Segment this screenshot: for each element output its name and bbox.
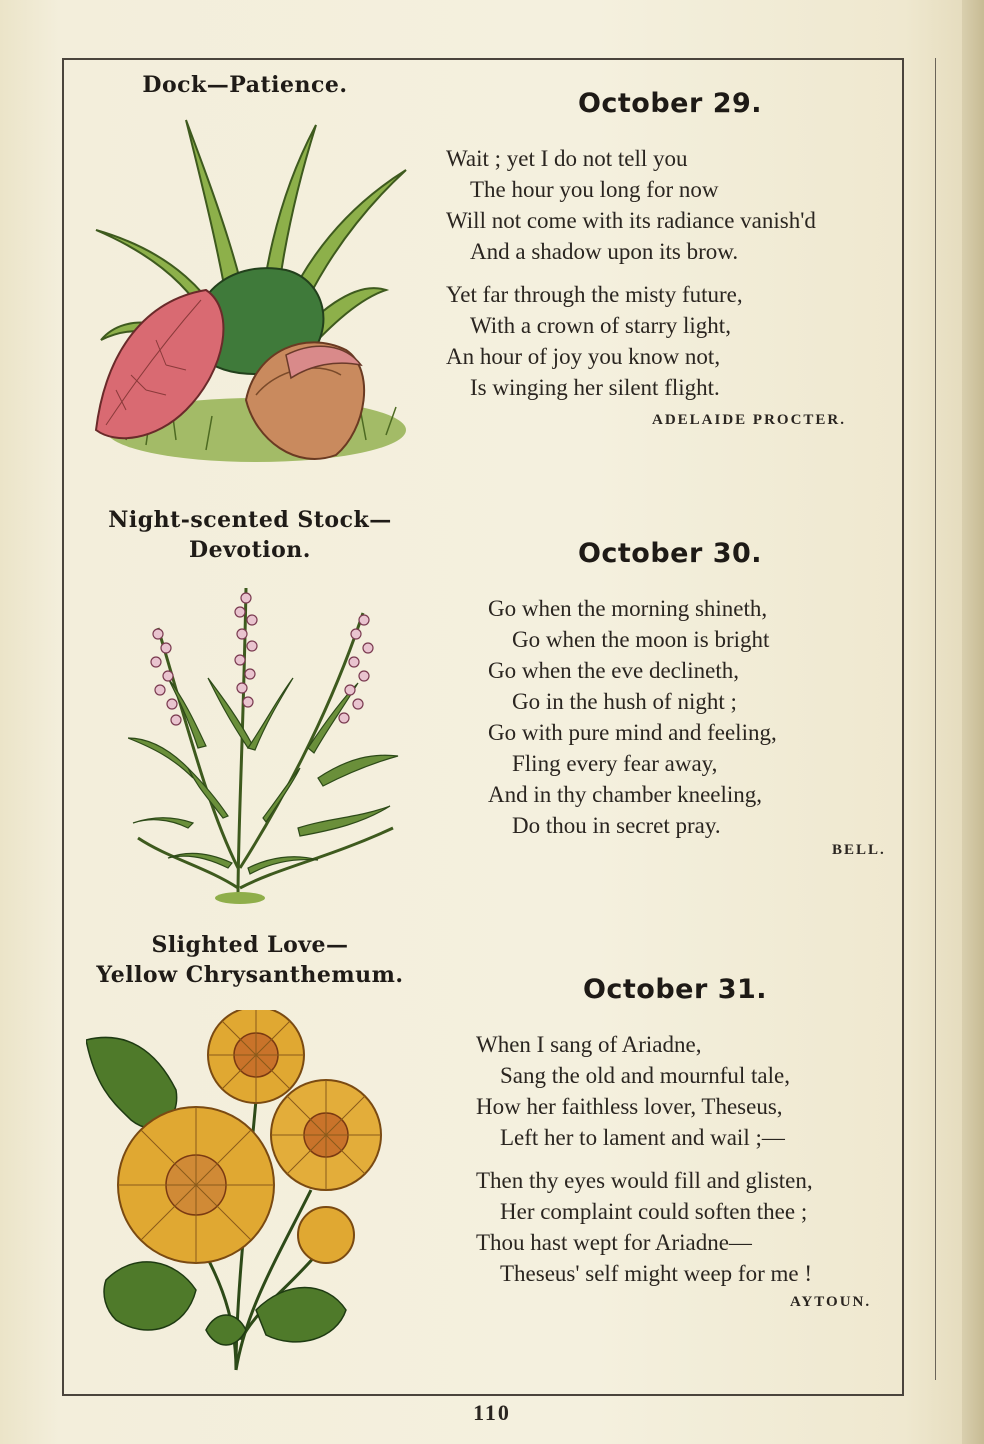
date-heading: October 31. xyxy=(582,974,768,1005)
date-heading: October 29. xyxy=(577,88,763,119)
poem-line: Thou hast wept for Ariadne— xyxy=(476,1230,752,1255)
page-number: 110 xyxy=(473,1400,511,1425)
stock-plant-illustration xyxy=(128,568,408,908)
poem-line: Then thy eyes would fill and glisten, xyxy=(476,1168,813,1193)
poem-line: Go in the hush of night ; xyxy=(512,689,737,714)
caption-line: Night-scented Stock— xyxy=(108,507,392,533)
poem-october-31 xyxy=(476,1029,813,1289)
poem-line: Yet far through the misty future, xyxy=(446,282,743,307)
caption-night-scented-stock xyxy=(80,505,420,565)
poem-line: Is winging her silent flight. xyxy=(470,375,720,400)
poem-line: When I sang of Ariadne, xyxy=(476,1032,702,1057)
poem-line: Fling every fear away, xyxy=(512,751,718,776)
poem-line: Will not come with its radiance vanish'd xyxy=(446,208,816,233)
dock-plant-illustration xyxy=(86,110,416,470)
stanza-break xyxy=(446,267,816,279)
caption-yellow-chrysanthemum xyxy=(80,930,420,990)
caption-line: Slighted Love— xyxy=(151,932,349,958)
author-attribution: BELL. xyxy=(832,842,886,858)
poem-line: Go with pure mind and feeling, xyxy=(488,720,777,745)
poem-october-29 xyxy=(446,143,816,403)
caption-line: Devotion. xyxy=(189,537,311,563)
poem-line: With a crown of starry light, xyxy=(470,313,731,338)
poem-line: Go when the morning shineth, xyxy=(488,596,768,621)
poem-line: An hour of joy you know not, xyxy=(446,344,721,369)
poem-line: Go when the moon is bright xyxy=(512,627,770,652)
poem-line: The hour you long for now xyxy=(470,177,719,202)
author-attribution: ADELAIDE PROCTER. xyxy=(652,412,847,428)
poem-line: Do thou in secret pray. xyxy=(512,813,721,838)
poem-line: And a shadow upon its brow. xyxy=(470,239,739,264)
caption-line: Dock—Patience. xyxy=(142,72,348,98)
stanza-break xyxy=(476,1153,813,1165)
poem-line: Theseus' self might weep for me ! xyxy=(500,1261,812,1286)
chrysanthemum-illustration xyxy=(86,1010,396,1375)
caption-dock-patience xyxy=(75,70,415,100)
poem-line: And in thy chamber kneeling, xyxy=(488,782,763,807)
date-heading: October 30. xyxy=(577,538,763,569)
poem-line: How her faithless lover, Theseus, xyxy=(476,1094,783,1119)
poem-line: Sang the old and mournful tale, xyxy=(500,1063,790,1088)
poem-line: Go when the eve declineth, xyxy=(488,658,739,683)
page-border-right xyxy=(904,58,936,1380)
caption-line: Yellow Chrysanthemum. xyxy=(96,962,404,988)
poem-line: Her complaint could soften thee ; xyxy=(500,1199,808,1224)
poem-line: Wait ; yet I do not tell you xyxy=(446,146,688,171)
author-attribution: AYTOUN. xyxy=(790,1294,872,1310)
poem-line: Left her to lament and wail ;— xyxy=(500,1125,785,1150)
book-edge xyxy=(962,0,984,1444)
poem-october-30 xyxy=(488,593,777,841)
